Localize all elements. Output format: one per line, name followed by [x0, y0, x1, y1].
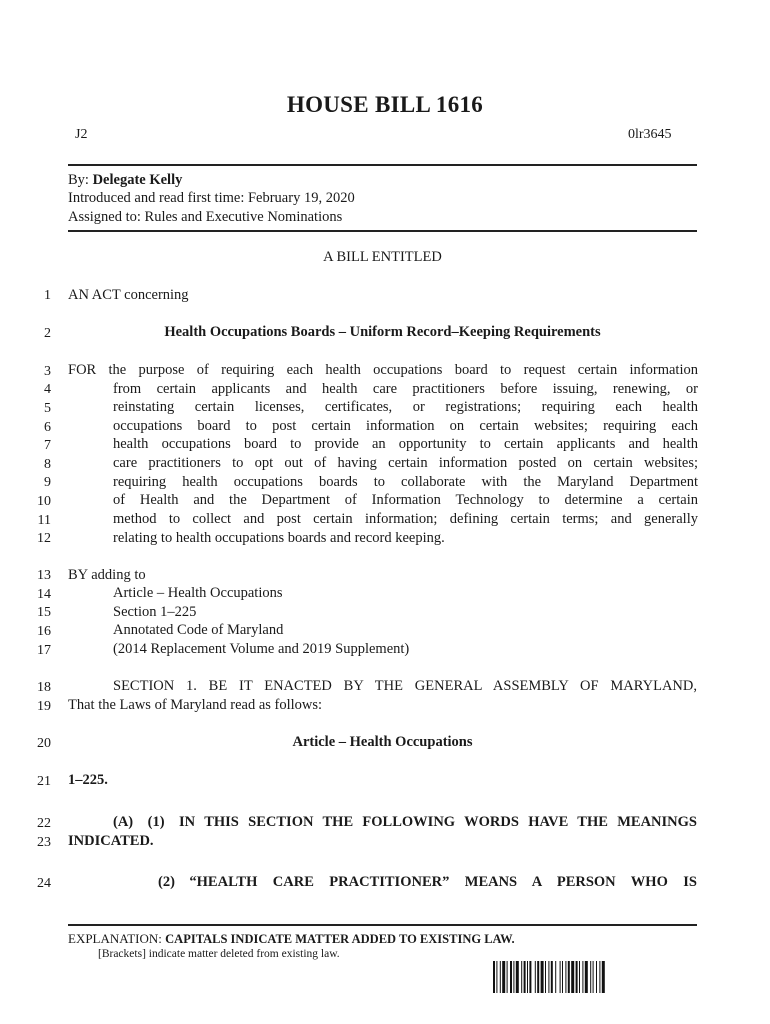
introduced-line: Introduced and read first time: February 19, 2020 — [68, 190, 355, 206]
line-number: 12 — [37, 531, 51, 546]
line-number: 2 — [44, 326, 51, 341]
explanation-caps: CAPITALS INDICATE MATTER ADDED TO EXISTING LAW. — [165, 932, 515, 946]
line-text: That the Laws of Maryland read as follows: — [68, 697, 323, 713]
line-text: (2014 Replacement Volume and 2019 Supplement) — [113, 641, 410, 657]
header-divider — [68, 164, 697, 166]
line-text: BY adding to — [68, 567, 146, 583]
line-number: 15 — [37, 605, 51, 620]
sponsor-line — [68, 171, 182, 190]
brackets-label: [Brackets] — [98, 948, 146, 960]
line-number: 18 — [37, 680, 51, 695]
line-text: Annotated Code of Maryland — [113, 622, 284, 638]
footer-divider — [68, 924, 697, 926]
line-text: AN ACT concerning — [68, 287, 189, 303]
bill-entitled: A BILL ENTITLED — [323, 249, 442, 265]
line-number: 21 — [37, 774, 51, 789]
line-text: method to collect and post certain information; defining certain terms; and generally — [113, 511, 698, 527]
line-number: 9 — [44, 475, 51, 490]
line-text: SECTION 1. BE IT ENACTED BY THE GENERAL ASSEMBLY OF MARYLAND, — [113, 678, 697, 694]
line-text: from certain applicants and health care practitioners before issuing, renewing, or — [113, 381, 698, 397]
line-text: occupations board to post certain information on certain websites; requiring each — [113, 418, 698, 434]
brackets-note — [98, 948, 340, 960]
explanation-label: EXPLANATION: — [68, 931, 162, 946]
drafting-code: 0lr3645 — [628, 127, 672, 142]
article-heading: Article – Health Occupations — [292, 734, 473, 750]
line-number: 11 — [37, 513, 51, 528]
line-number: 16 — [37, 624, 51, 639]
line-text: (2) “HEALTH CARE PRACTITIONER” MEANS A PERSON WHO IS — [158, 874, 697, 890]
line-number: 3 — [44, 364, 51, 379]
line-text: Article – Health Occupations — [113, 585, 283, 601]
line-number: 20 — [37, 736, 51, 751]
bill-title: HOUSE BILL 1616 — [286, 92, 484, 117]
section-number: 1–225. — [68, 772, 108, 788]
line-text: care practitioners to opt out of having certain information posted on certain websites; — [113, 455, 698, 471]
sponsor-divider — [68, 230, 697, 232]
assigned-line: Assigned to: Rules and Executive Nominations — [68, 209, 343, 225]
line-number: 6 — [44, 420, 51, 435]
line-number: 23 — [37, 835, 51, 850]
line-text: health occupations board to provide an opportunity to certain applicants and health — [113, 436, 698, 452]
explanation-note — [68, 931, 515, 947]
brackets-text: indicate matter deleted from existing law. — [148, 948, 340, 960]
subject-code: J2 — [75, 127, 88, 142]
line-text: requiring health occupations boards to collaborate with the Maryland Department — [113, 474, 698, 490]
line-number: 13 — [37, 568, 51, 583]
line-text: reinstating certain licenses, certificates, or registrations; requiring each health — [113, 399, 698, 415]
line-number: 4 — [44, 382, 51, 397]
line-text: FOR the purpose of requiring each health occupations board to request certain information — [68, 362, 698, 378]
line-number: 19 — [37, 699, 51, 714]
line-number: 10 — [37, 494, 51, 509]
line-number: 14 — [37, 587, 51, 602]
line-number: 7 — [44, 438, 51, 453]
line-number: 22 — [37, 816, 51, 831]
line-number: 5 — [44, 401, 51, 416]
line-number: 1 — [44, 288, 51, 303]
line-number: 24 — [37, 876, 51, 891]
by-label: By: — [68, 172, 89, 188]
line-text: relating to health occupations boards and record keeping. — [113, 530, 445, 546]
line-text: Section 1–225 — [113, 604, 197, 620]
sponsor-name: Delegate Kelly — [92, 172, 183, 188]
line-number: 17 — [37, 643, 51, 658]
barcode-icon — [493, 961, 679, 993]
line-number: 8 — [44, 457, 51, 472]
line-text: of Health and the Department of Information Technology to determine a certain — [113, 492, 698, 508]
bill-subject: Health Occupations Boards – Uniform Record–Keeping Requirements — [164, 324, 601, 340]
line-text: (A) (1) IN THIS SECTION THE FOLLOWING WORDS HAVE THE MEANINGS — [113, 814, 697, 830]
line-text: INDICATED. — [68, 833, 154, 849]
